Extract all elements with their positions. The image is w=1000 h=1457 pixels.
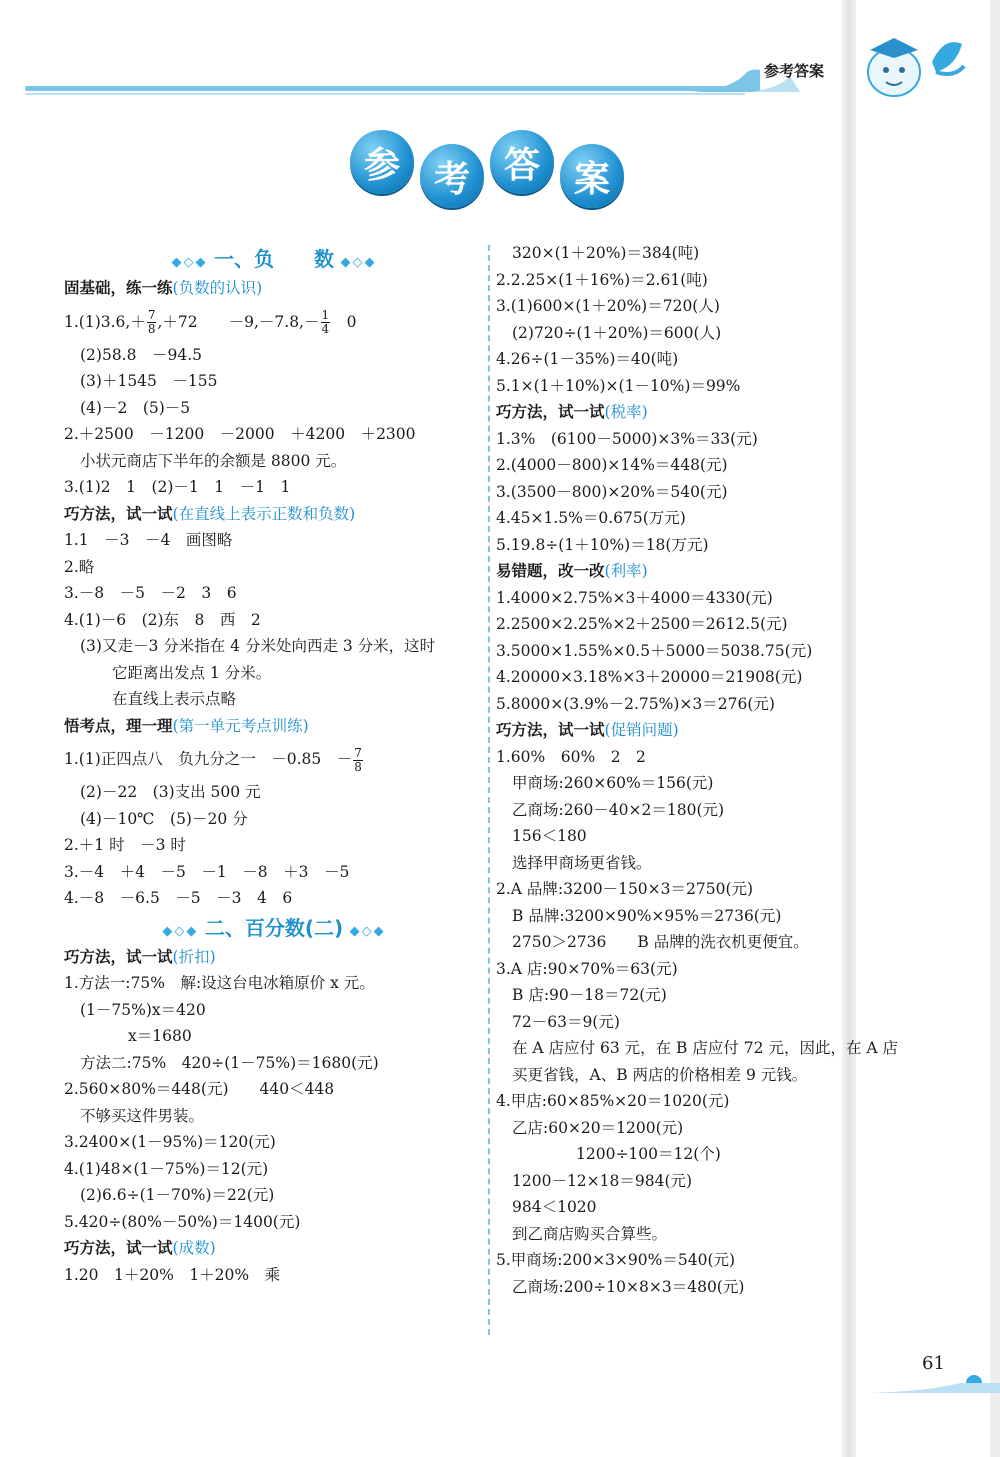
section-label: 固基础，练一练 xyxy=(64,279,173,297)
section-label: 易错题，改一改 xyxy=(496,562,605,580)
answer-line: 2.2500×2.25%×2＋2500＝2612.5(元) xyxy=(496,615,788,633)
answer-text: 0 xyxy=(331,312,357,331)
answer-line: 2.＋1 时 －3 时 xyxy=(64,836,186,854)
section-topic: (税率) xyxy=(604,403,648,421)
fraction xyxy=(147,309,157,336)
fraction xyxy=(353,747,363,774)
header-title: 参考答案 xyxy=(764,62,825,80)
answer-line: 2.略 xyxy=(64,557,95,576)
section-heading xyxy=(64,1235,484,1262)
answer-line: 4.(1)－6 (2)东 8 西 2 xyxy=(64,610,261,629)
fraction-denominator: 8 xyxy=(354,759,362,774)
answer-line: 3.(1)600×(1＋20%)＝720(人) xyxy=(496,297,720,315)
section-heading xyxy=(64,275,484,302)
answer-line: 3.(3500－800)×20%＝540(元) xyxy=(496,482,728,501)
section-label: 巧方法，试一试 xyxy=(64,947,173,966)
title-char-2: 考 xyxy=(420,144,484,208)
title-char-1: 参 xyxy=(350,130,414,194)
chapter-heading xyxy=(64,243,484,275)
right-answer-column xyxy=(496,240,916,1300)
section-topic: (利率) xyxy=(604,562,648,580)
fraction xyxy=(321,309,331,336)
section-heading xyxy=(496,558,916,585)
answer-line: 甲商场:260×60%＝156(元) xyxy=(512,774,714,792)
answer-line: 它距离出发点 1 分米。 xyxy=(112,663,272,682)
section-topic: (成数) xyxy=(172,1239,216,1257)
chapter-title: 二、百分数(二) xyxy=(204,915,344,940)
answer-line: 4.甲店:60×85%×20＝1020(元) xyxy=(496,1092,730,1110)
answer-line: (4)－10℃ (5)－20 分 xyxy=(80,809,248,828)
answer-line: 2.(4000－800)×14%＝448(元) xyxy=(496,456,728,474)
answer-line: 1.方法一:75% 解:设这台电冰箱原价 x 元。 xyxy=(64,974,375,992)
answer-line: 1.1 －3 －4 画图略 xyxy=(64,531,233,549)
answer-line: (1－75%)x＝420 xyxy=(80,1000,206,1019)
answer-line: 4.20000×3.18%×3＋20000＝21908(元) xyxy=(496,668,803,686)
diamond-ornament-icon: ◆◇◆ xyxy=(334,255,377,270)
header-rule-thin xyxy=(25,93,745,95)
section-topic: (在直线上表示正数和负数) xyxy=(172,504,356,523)
diamond-ornament-icon: ◆◇◆ xyxy=(171,255,214,270)
fraction-denominator: 8 xyxy=(147,322,156,336)
fraction-numerator: 1 xyxy=(321,308,330,322)
section-heading xyxy=(496,717,916,744)
left-answer-column xyxy=(64,243,484,1288)
answer-line: 5.甲商场:200×3×90%＝540(元) xyxy=(496,1251,736,1269)
answer-line: (2)58.8 －94.5 xyxy=(80,345,202,364)
answer-line: x＝1680 xyxy=(128,1027,192,1045)
answer-text: 1.(1)3.6,＋ xyxy=(64,312,146,331)
answer-line: 2.2.25×(1＋16%)＝2.61(吨) xyxy=(496,270,708,289)
answer-line: 2750＞2736 B 品牌的洗衣机更便宜。 xyxy=(512,933,809,951)
header-rule xyxy=(25,86,745,91)
section-topic: (促销问题) xyxy=(604,721,679,739)
answer-line: 1200÷100＝12(个) xyxy=(576,1145,721,1163)
answer-line: 不够买这件男装。 xyxy=(80,1106,205,1125)
diamond-ornament-icon: ◆◇◆ xyxy=(343,923,386,939)
answer-line: 1200－12×18＝984(元) xyxy=(512,1171,693,1190)
page-number: 61 xyxy=(922,1353,945,1374)
answer-line: (2)－22 (3)支出 500 元 xyxy=(80,783,261,801)
page-edge-shadow xyxy=(990,0,1000,1457)
answer-line: 3.－4 ＋4 －5 －1 －8 ＋3 －5 xyxy=(64,862,350,881)
answer-line: 1.4000×2.75%×3＋4000＝4330(元) xyxy=(496,588,773,607)
answer-line: 在直线上表示点略 xyxy=(112,690,237,708)
answer-line: 3.(1)2 1 (2)－1 1 －1 1 xyxy=(64,478,291,496)
section-heading xyxy=(64,501,484,528)
answer-line: 小状元商店下半年的余额是 8800 元。 xyxy=(80,451,347,470)
answer-line: B 店:90－18＝72(元) xyxy=(512,986,667,1004)
answer-line: 到乙商店购买合算些。 xyxy=(512,1224,668,1243)
section-topic: (折扣) xyxy=(172,947,216,966)
answer-text: ,＋72 －9,－7.8,－ xyxy=(157,312,320,331)
answer-line: 在 A 店应付 63 元，在 B 店应付 72 元，因此，在 A 店 xyxy=(512,1039,898,1057)
answer-line: 5.420÷(80%－50%)＝1400(元) xyxy=(64,1212,301,1231)
answer-text: 1.(1)正四点八 负九分之一 －0.85 － xyxy=(64,750,353,768)
answer-line xyxy=(64,302,484,342)
chapter-title: 一、负 数 xyxy=(214,247,334,271)
title-char-4: 案 xyxy=(560,144,624,208)
answer-line: (4)－2 (5)－5 xyxy=(80,398,191,417)
answer-line: (2)6.6÷(1－70%)＝22(元) xyxy=(80,1186,275,1204)
answer-line: 2.A 品牌:3200－150×3＝2750(元) xyxy=(496,880,754,898)
answer-line: 乙商场:200÷10×8×3＝480(元) xyxy=(512,1277,745,1296)
answer-line: 乙商场:260－40×2＝180(元) xyxy=(512,800,725,819)
answer-line: 3.2400×(1－95%)＝120(元) xyxy=(64,1133,276,1151)
answer-line: 5.1×(1＋10%)×(1－10%)＝99% xyxy=(496,376,741,395)
answer-line: 4.－8 －6.5 －5 －3 4 6 xyxy=(64,889,293,907)
footer-wave-icon xyxy=(870,1375,1000,1395)
section-label: 巧方法，试一试 xyxy=(496,403,605,421)
diamond-ornament-icon: ◆◇◆ xyxy=(162,923,205,939)
section-heading xyxy=(64,713,484,740)
answer-line: 4.26÷(1－35%)＝40(吨) xyxy=(496,350,679,368)
answer-line: (2)720÷(1＋20%)＝600(人) xyxy=(512,323,722,342)
section-topic: (第一单元考点训练) xyxy=(172,716,309,735)
mascot-scholar-icon xyxy=(852,22,972,102)
chapter-heading xyxy=(64,912,484,944)
answer-line: 2.560×80%＝448(元) 440＜448 xyxy=(64,1080,335,1098)
section-heading xyxy=(496,399,916,426)
page-title xyxy=(350,130,630,210)
answer-line xyxy=(64,739,484,779)
answer-line: 方法二:75% 420÷(1－75%)＝1680(元) xyxy=(80,1053,379,1072)
answer-line: 选择甲商场更省钱。 xyxy=(512,853,652,872)
answer-line: 72－63＝9(元) xyxy=(512,1012,620,1031)
title-char-3: 答 xyxy=(490,130,554,194)
answer-line: 乙店:60×20＝1200(元) xyxy=(512,1118,684,1137)
answer-line: (3)又走－3 分米指在 4 分米处向西走 3 分米，这时 xyxy=(80,637,436,655)
answer-line: 4.45×1.5%＝0.675(万元) xyxy=(496,509,686,527)
section-heading xyxy=(64,944,484,971)
answer-line: 3.－8 －5 －2 3 6 xyxy=(64,584,237,602)
section-topic: (负数的认识) xyxy=(172,279,263,297)
answer-line: 1.60% 60% 2 2 xyxy=(496,747,646,766)
answer-line: 5.8000×(3.9%－2.75%)×3＝276(元) xyxy=(496,694,775,713)
fraction-denominator: 4 xyxy=(321,322,330,336)
answer-line: B 品牌:3200×90%×95%＝2736(元) xyxy=(512,906,782,925)
answer-line: 买更省钱，A、B 两店的价格相差 9 元钱。 xyxy=(512,1065,808,1084)
section-label: 巧方法，试一试 xyxy=(496,721,605,739)
section-label: 巧方法，试一试 xyxy=(64,504,173,523)
answer-line: 2.＋2500 －1200 －2000 ＋4200 ＋2300 xyxy=(64,425,416,443)
column-divider xyxy=(488,245,490,1335)
answer-line: 5.19.8÷(1＋10%)＝18(万元) xyxy=(496,535,709,554)
fraction-numerator: 7 xyxy=(354,745,362,760)
section-label: 悟考点，理一理 xyxy=(64,716,173,735)
answer-line: 984＜1020 xyxy=(512,1198,597,1216)
answer-line: 4.(1)48×(1－75%)＝12(元) xyxy=(64,1159,269,1178)
answer-line: 3.5000×1.55%×0.5＋5000＝5038.75(元) xyxy=(496,641,813,660)
answer-line: 156＜180 xyxy=(512,827,587,845)
fraction-numerator: 7 xyxy=(147,308,156,322)
answer-line: 320×(1＋20%)＝384(吨) xyxy=(512,244,700,262)
answer-line: 3.A 店:90×70%＝63(元) xyxy=(496,959,678,978)
section-label: 巧方法，试一试 xyxy=(64,1239,173,1257)
answer-line: 1.20 1＋20% 1＋20% 乘 xyxy=(64,1265,281,1284)
answer-line: 1.3% (6100－5000)×3%＝33(元) xyxy=(496,429,758,448)
answer-line: (3)＋1545 －155 xyxy=(80,372,218,390)
